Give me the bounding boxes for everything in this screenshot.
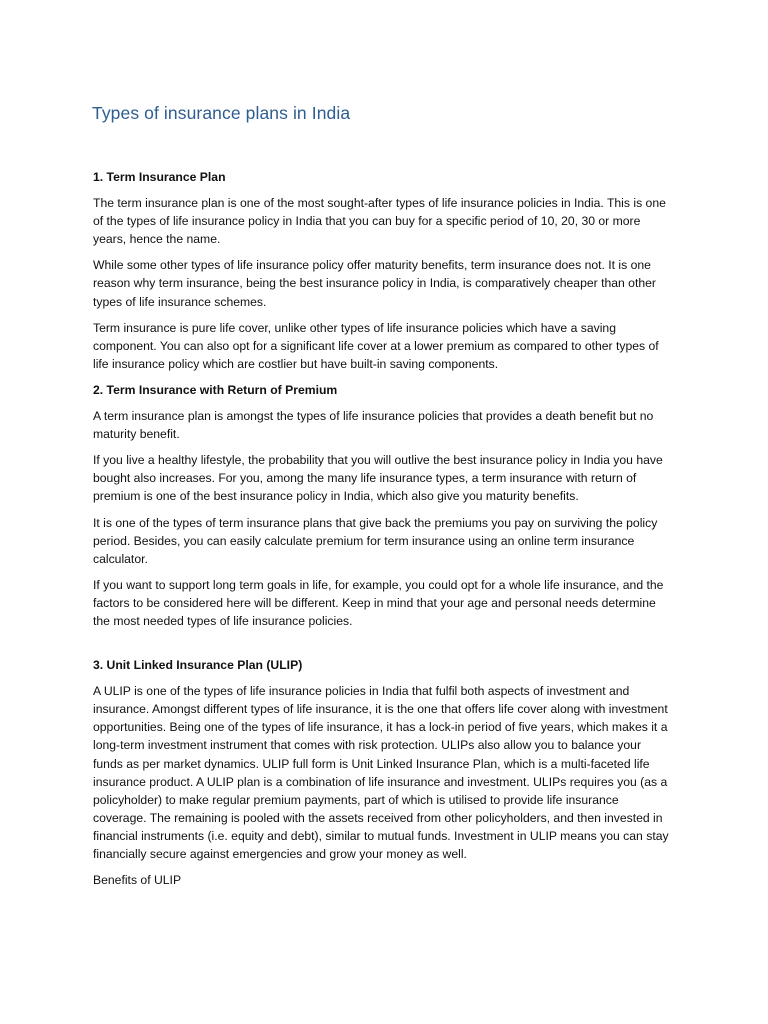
document-title: Types of insurance plans in India bbox=[92, 103, 351, 123]
paragraph: If you want to support long term goals in life, for example, you could opt for a whole life insurance, and the factors to be considered here will be different. Keep in mind that your age and personal needs determine the most needed types of life insurance policies. bbox=[93, 577, 664, 628]
paragraph: It is one of the types of term insurance plans that give back the premiums you pay on surviving the policy period. Besides, you can easily calculate premium for term insurance using an online term insurance calculator. bbox=[93, 515, 658, 566]
section-heading: 3. Unit Linked Insurance Plan (ULIP) bbox=[93, 658, 303, 673]
paragraph: While some other types of life insurance policy offer maturity benefits, term insurance does not. It is one reason why term insurance, being the best insurance policy in India, is comparatively cheaper than other types of life insurance schemes. bbox=[93, 258, 656, 309]
paragraph: If you live a healthy lifestyle, the probability that you will outlive the best insurance policy in India you have bought also increases. For you, among the many life insurance types, a term insurance with return of premium is one of the best insurance policy in India, which also give you maturity benefits. bbox=[93, 453, 663, 504]
section-heading: 2. Term Insurance with Return of Premium bbox=[93, 382, 338, 397]
section-term-insurance-return-of-premium bbox=[93, 381, 671, 630]
paragraph: The term insurance plan is one of the most sought-after types of life insurance policies in India. This is one of the types of life insurance policy in India that you can buy for a specific period of 10, 20, 30 or more years, hence the name. bbox=[93, 196, 666, 247]
section-ulip bbox=[93, 656, 671, 889]
paragraph: Term insurance is pure life cover, unlike other types of life insurance policies which have a saving component. You can also opt for a significant life cover at a lower premium as compared to other types of life insurance policy which are costlier but have built-in saving components. bbox=[93, 320, 659, 371]
paragraph: A term insurance plan is amongst the types of life insurance policies that provides a death benefit but no maturity benefit. bbox=[93, 409, 654, 442]
section-spacer bbox=[93, 638, 671, 656]
document-body bbox=[93, 168, 671, 897]
section-term-insurance bbox=[93, 168, 671, 373]
subheading: Benefits of ULIP bbox=[93, 873, 182, 888]
section-heading: 1. Term Insurance Plan bbox=[93, 170, 226, 184]
paragraph: A ULIP is one of the types of life insurance policies in India that fulfil both aspects of investment and insurance. Amongst different types of life insurance, it is the one that offers life cover along with investment opportunities. Being one of the types of life insurance, it has a lock-in period of five years, which makes it a long-term investment instrument that comes with risk protection. ULIPs also allow you to balance your funds as per market dynamics. ULIP full form is Unit Linked Insurance Plan, which is a multi-faceted life insurance product. A ULIP plan is a combination of life insurance and investment. ULIPs requires you (as a policyholder) to make regular premium payments, part of which is utilised to provide life insurance coverage. The remaining is pooled with the assets received from other policyholders, and then invested in financial instruments (i.e. equity and debt), similar to mutual funds. Investment in ULIP means you can stay financially secure against emergencies and grow your money as well. bbox=[93, 684, 669, 861]
